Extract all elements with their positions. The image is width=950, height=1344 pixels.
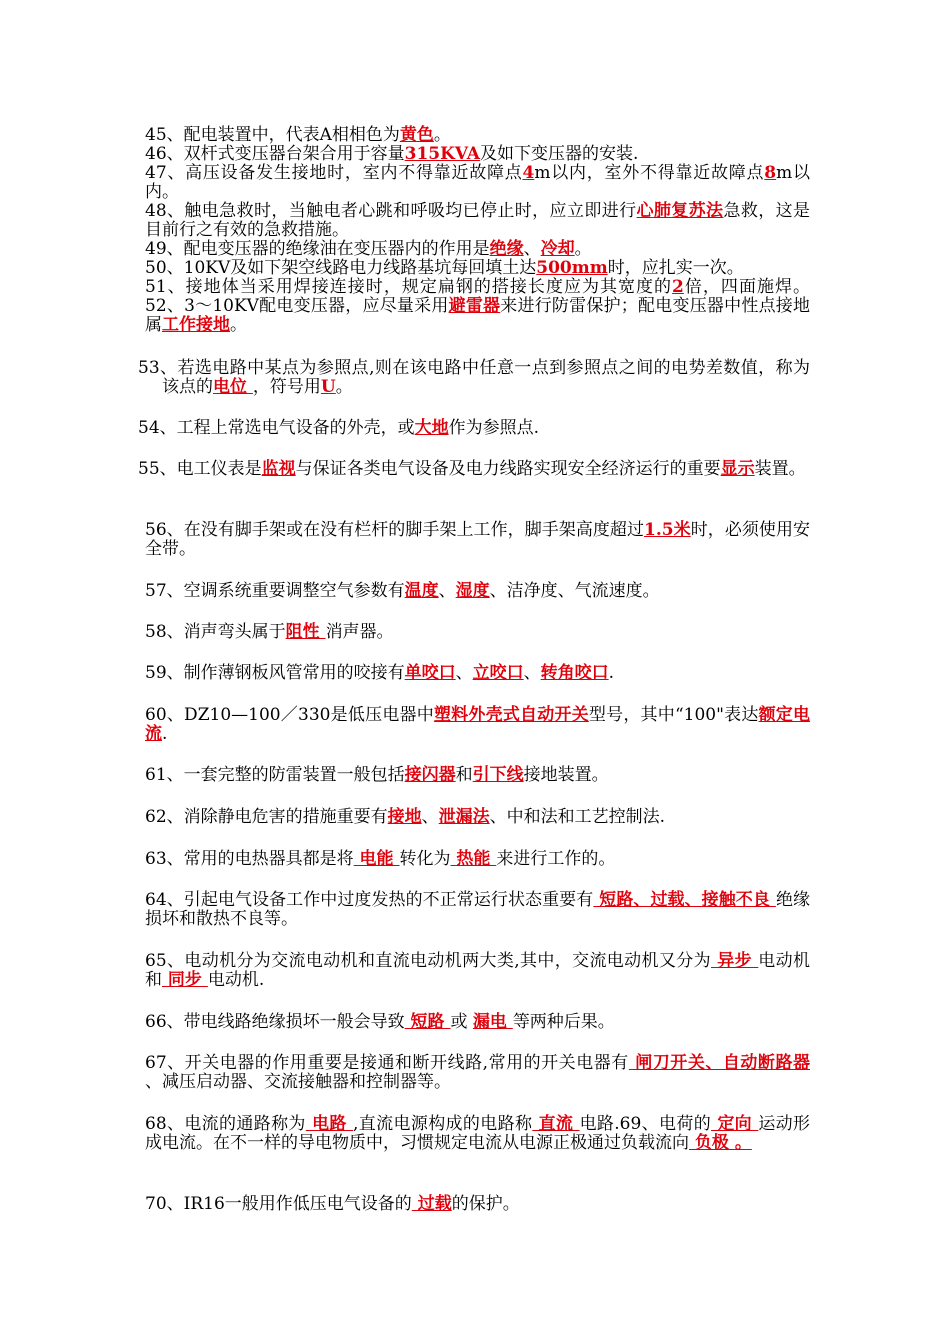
answer-blank: 工作接地 (162, 315, 230, 335)
question-text: 。 (335, 377, 353, 397)
question-text: 54、工程上常选电气设备的外壳，或 (138, 418, 415, 438)
answer-blank: 闸刀开关、自动断路器 (628, 1053, 810, 1073)
question-51 (145, 278, 810, 335)
answer-blank: 立咬口 (472, 663, 524, 683)
answer-blank: U (320, 377, 336, 397)
question-text: 消声器。 (325, 622, 394, 642)
answer-blank: 单咬口 (404, 663, 456, 683)
question-text: 、洁净度、气流速度。 (489, 581, 660, 601)
question-text: 转化为 (399, 849, 451, 869)
question-66 (145, 1013, 810, 1032)
question-text: 及如下变压器的安装. (479, 144, 639, 164)
question-text: 48、触电急救时，当触电者心跳和呼吸均已停止时，应立即进行 (145, 201, 637, 221)
question-text: 61、一套完整的防雷装置一般包括 (145, 765, 405, 785)
answer-blank: 定向 (711, 1114, 759, 1134)
question-text: 运动形成电流。在不一样的导电物质中，习惯规定电流从电源正极通过负载流向 (145, 1114, 811, 1153)
answer-blank: 过载 (411, 1194, 452, 1214)
answer-blank: 黄色 (399, 125, 434, 145)
question-70 (145, 1195, 810, 1214)
question-45 (145, 126, 810, 145)
question-62 (145, 808, 810, 827)
question-text: 、 (523, 239, 541, 259)
answer-blank: 315KVA (404, 144, 480, 164)
question-text: . (608, 663, 615, 683)
question-text: ,直流电源构成的电路称 (353, 1114, 533, 1134)
answer-blank: 电能 (353, 849, 400, 869)
question-text: 51、接地体当采用焊接连接时，规定扁钢的搭接长度应为其宽度的 (145, 277, 673, 297)
question-63 (145, 850, 810, 869)
question-55 (138, 460, 810, 479)
answer-blank: 短路、过载、接触不良 (593, 890, 776, 910)
question-text: m以内，室外不得靠近故障点 (534, 163, 765, 183)
question-text: 、 (523, 663, 541, 683)
question-text: 时，应扎实一次。 (607, 258, 744, 278)
question-text: 53、若选电路中某点为参照点,则在该电路中任意一点到参照点之间的电势差数值，称为该点的 (138, 358, 810, 397)
answer-blank: 引下线 (472, 765, 524, 785)
answer-blank: 500mm (536, 258, 608, 278)
answer-blank: 塑料外壳式自动开关 (433, 705, 589, 725)
question-text: 、 (421, 807, 439, 827)
question-text: 来进行防雷保护；配电变压器中性点接地属 (145, 296, 811, 335)
question-text: 作为参照点. (448, 418, 540, 438)
question-text: 56、在没有脚手架或在没有栏杆的脚手架上工作，脚手架高度超过 (145, 520, 645, 540)
question-text: 46、双杆式变压器台架合用于容量 (145, 144, 405, 164)
question-59 (145, 664, 810, 683)
answer-blank: 阻性 (285, 622, 326, 642)
question-text: 65、电动机分为交流电动机和直流电动机两大类,其中，交流电动机又分为 (145, 951, 711, 971)
question-text: 70、IR16一般用作低压电气设备的 (145, 1194, 412, 1214)
question-text: 接地装置。 (523, 765, 609, 785)
question-text: 。 (433, 125, 451, 145)
answer-blank: 接地 (387, 807, 422, 827)
question-text: 47、高压设备发生接地时，室内不得靠近故障点 (145, 163, 523, 183)
answer-blank: 负极 (689, 1133, 735, 1153)
question-text: 67、开关电器的作用重要是接通和断开线路,常用的开关电器有 (145, 1053, 629, 1073)
question-text: 58、消声弯头属于 (145, 622, 286, 642)
question-text: 或 (450, 1012, 473, 1032)
question-text: 、 (438, 581, 456, 601)
question-text: 。 (230, 315, 247, 335)
question-text: 和 (455, 765, 473, 785)
answer-blank: 2 (672, 277, 684, 297)
question-text: . (162, 724, 168, 744)
answer-blank: 额定电流 (145, 705, 811, 744)
question-text: 。 (574, 239, 592, 259)
question-58 (145, 623, 810, 642)
answer-blank: 绝缘 (489, 239, 524, 259)
question-68 (145, 1115, 810, 1153)
question-text: 急救，这是目前行之有效的急救措施。 (145, 201, 811, 240)
question-text: 倍，四面施焊。52、3～10KV配电变压器，应尽量采用 (145, 277, 810, 316)
question-54 (138, 419, 803, 438)
question-48 (145, 202, 810, 240)
answer-blank: 异步 (710, 951, 759, 971)
question-text: 66、带电线路绝缘损坏一般会导致 (145, 1012, 405, 1032)
question-text: 时，必须使用安全带。 (145, 520, 811, 559)
question-60 (145, 706, 810, 744)
answer-blank: 同步 (162, 970, 208, 990)
answer-blank: 大地 (414, 418, 449, 438)
answer-blank: 漏电 (472, 1012, 513, 1032)
question-text: 62、消除静电危害的措施重要有 (145, 807, 388, 827)
answer-blank: 1.5米 (644, 520, 691, 540)
question-text: 50、10KV及如下架空线路电力线路基坑每回填土达 (145, 258, 537, 278)
answer-blank: 电位 (213, 377, 253, 397)
answer-blank: 泄漏法 (438, 807, 490, 827)
question-text: 电动机. (207, 970, 265, 990)
question-text: 57、空调系统重要调整空气参数有 (145, 581, 405, 601)
question-64 (145, 891, 810, 929)
question-text: 等两种后果。 (512, 1012, 615, 1032)
answer-blank: 。 (734, 1133, 752, 1153)
question-text: 型号，其中“100"表达 (588, 705, 759, 725)
question-text: 68、电流的通路称为 (145, 1114, 306, 1134)
question-text: ，符号用 (252, 377, 321, 397)
question-text: 来进行工作的。 (496, 849, 616, 869)
question-text: 55、电工仪表是 (138, 459, 262, 479)
question-text: 45、配电装置中，代表A相相色为 (145, 125, 400, 145)
question-65 (145, 952, 810, 990)
answer-blank: 接闪器 (404, 765, 456, 785)
question-47 (145, 164, 810, 202)
question-49 (145, 240, 810, 259)
question-67 (145, 1054, 810, 1092)
question-text: 63、常用的电热器具都是将 (145, 849, 354, 869)
answer-blank: 4 (522, 163, 535, 183)
question-text: 与保证各类电气设备及电力线路实现安全经济运行的重要 (295, 459, 721, 479)
question-61 (145, 766, 810, 785)
question-53 (138, 359, 810, 397)
answer-blank: 8 (764, 163, 777, 183)
answer-blank: 直流 (532, 1114, 580, 1134)
question-text: 、 (455, 663, 473, 683)
answer-blank: 监视 (261, 459, 296, 479)
question-text: 49、配电变压器的绝缘油在变压器内的作用是 (145, 239, 490, 259)
question-text: 60、DZ10—100／330是低压电器中 (145, 705, 434, 725)
question-text: 的保护。 (451, 1194, 520, 1214)
answer-blank: 热能 (450, 849, 497, 869)
answer-blank: 电路 (305, 1114, 354, 1134)
answer-blank: 冷却 (540, 239, 575, 259)
answer-blank: 温度 (404, 581, 439, 601)
answer-blank: 转角咬口 (540, 663, 609, 683)
question-text: 电路.69、电荷的 (579, 1114, 712, 1134)
question-56 (145, 521, 810, 559)
question-text: 、中和法和工艺控制法. (489, 807, 666, 827)
question-text: m以内。 (145, 163, 810, 202)
question-50 (145, 259, 810, 278)
question-text: 绝缘损坏和散热不良等。 (145, 890, 811, 929)
answer-blank: 湿度 (455, 581, 490, 601)
question-text: 电动机和 (145, 951, 811, 990)
question-57 (145, 582, 810, 601)
question-text: 、减压启动器、交流接触器和控制器等。 (145, 1072, 451, 1092)
answer-blank: 短路 (404, 1012, 451, 1032)
answer-blank: 避雷器 (448, 296, 501, 316)
question-text: 装置。 (754, 459, 806, 479)
question-text: 59、制作薄钢板风管常用的咬接有 (145, 663, 405, 683)
question-text: 64、引起电气设备工作中过度发热的不正常运行状态重要有 (145, 890, 594, 910)
question-46 (145, 145, 810, 164)
answer-blank: 心肺复苏法 (636, 201, 724, 221)
answer-blank: 显示 (720, 459, 755, 479)
